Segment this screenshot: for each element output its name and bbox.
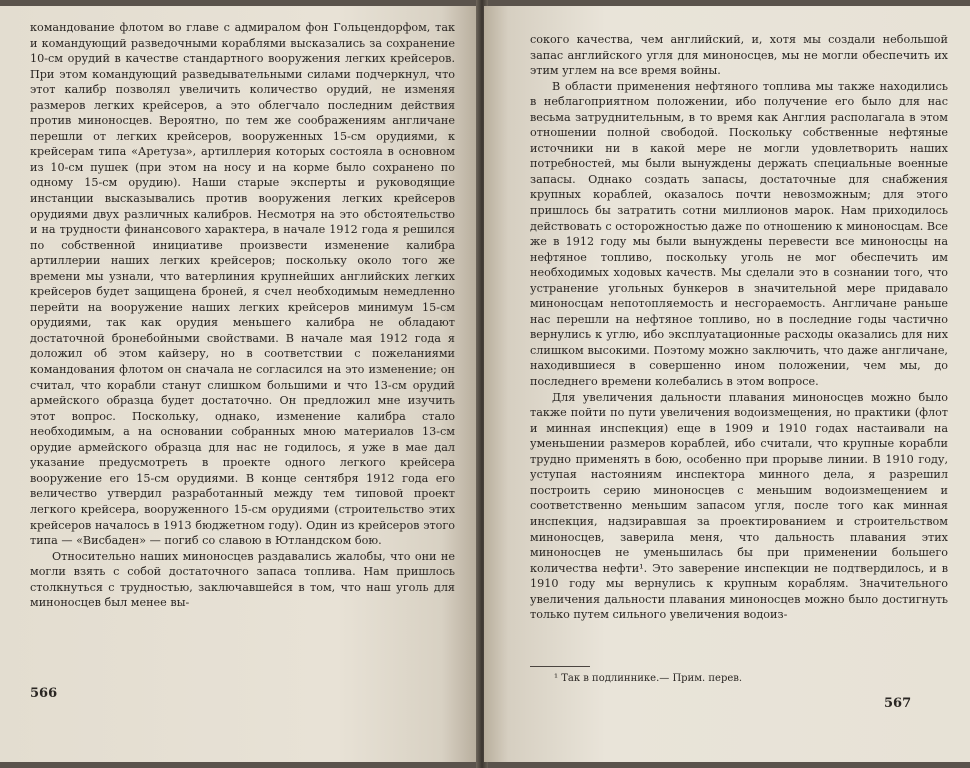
footnote-divider [530, 666, 590, 667]
footnote: ¹ Так в подлиннике.— Прим. перев. [554, 673, 743, 684]
right-paragraph-3: Для увеличения дальности плавания миноносцев можно было также пойти по пути увеличения водоизмещения, но практики (флот и минная инспекция) еще в 1909 и 1910 годах настаивали на уменьшении размеров кораблей, ибо считали, что крупные корабли трудно применять в бою, особенно при прорыве линии. В 1910 году, уступая настояниям инспектора минного дела, я разрешил построить серию миноносцев с меньшим водоизмещением и соответственно меньшим запасом угля, после того как минная инспекция, надзиравшая за проектированием и строительством миноносцев, заверила меня, что дальность плавания этих миноносцев не уменьшилась бы при применении большего количества нефти¹. Это заверение инспекции не подтвердилось, и в 1910 году мы вернулись к крупным кораблям. Значительного увеличения дальности плавания миноносцев можно было достигнуть только путем сильного увеличения водоиз- [530, 390, 948, 622]
right-paragraph-2: В области применения нефтяного топлива мы также находились в неблагоприятном положении, ибо получение его было для нас весьма затруднительным, в то время как Англия располагала в этом отношении полной свободой. Поскольку собственные нефтяные источники ни в какой мере не могли удовлетворить наших потребностей, мы были вынуждены держать специальные военные запасы. Однако создать запасы, достаточные для снабжения крупных кораблей, оказалось почти невозможным; для этого пришлось бы затратить сотни миллионов марок. Нам приходилось действовать с осторожностью даже по отношению к миноносцам. Все же в 1912 году мы были вынуждены перевести все миноносцы на нефтяное топливо, поскольку уголь не мог обеспечить им необходимых ходовых качеств. Мы сделали это в сознании того, что устранение угольных бункеров в значительной мере придавало миноносцам непотопляемость и несгораемость. Англичане раньше нас перешли на нефтяное топливо, но в последние годы частично вернулись к углю, ибо эксплуатационные расходы оказались для них слишком высокими. Поэтому можно заключить, что даже англичане, находившиеся в совершенно ином положении, чем мы, до последнего времени колебались в этом вопросе. [530, 79, 948, 389]
right-page-text [530, 32, 948, 623]
right-page [484, 6, 970, 762]
right-paragraph-1: сокого качества, чем английский, и, хотя мы создали небольшой запас английского угля для миноносцев, мы не могли обеспечить их этим углем на все время войны. [530, 33, 948, 78]
left-page-number: 566 [30, 686, 58, 701]
left-page [0, 6, 480, 762]
left-paragraph-1: командование флотом во главе с адмиралом фон Гольцендорфом, так и командующий разведочными кораблями высказались за сохранение 10-см орудий в качестве стандартного вооружения легких крейсеров. При этом командующий разведывательными силами подчеркнул, что этот калибр позволял увеличить количество орудий, не изменяя размеров легких крейсеров, а это облегчало последним действия против миноносцев. Вероятно, по тем же соображениям англичане перешли от легких крейсеров, вооруженных 15-см орудиями, к крейсерам типа «Аретуза», артиллерия которых состояла в основном из 10-см пушек (при этом на носу и на корме было сохранено по одному 15-см орудию). Наши старые эксперты и руководящие инстанции высказывались против вооружения легких крейсеров орудиями двух различных калибров. Несмотря на это обстоятельство и на трудности финансового характера, в начале 1912 года я решился по собственной инициативе произвести изменение калибра артиллерии наших легких крейсеров; поскольку около того же времени мы узнали, что ватерлиния крупнейших английских легких крейсеров будет защищена броней, я счел необходимым немедленно перейти на вооружение наших легких крейсеров минимум 15-см орудиями, так как орудия меньшего калибра не обладают достаточной бронебойными свойствами. В начале мая 1912 года я доложил об этом кайзеру, но в соответствии с пожеланиями командования флотом он сначала не согласился на это изменение; он считал, что корабли станут слишком большими и что 13-см орудий армейского образца будет достаточно. Он предложил мне изучить этот вопрос. Поскольку, однако, изменение калибра стало необходимым, а на основании собранных мною материалов 13-см орудие армейского образца для нас не годилось, я уже в мае дал указание предусмотреть в проекте одного легкого крейсера вооружение его 15-см орудиями. В конце сентября 1912 года его величество утвердил разработанный между тем типовой проект легкого крейсера, вооруженного 15-см орудиями (строительство этих крейсеров началось в 1913 бюджетном году). Один из крейсеров этого типа — «Висбаден» — погиб со славою в Ютландском бою. [30, 21, 455, 548]
left-paragraph-2: Относительно наших миноносцев раздавались жалобы, что они не могли взять с собой достаточного запаса топлива. Нам пришлось столкнуться с трудностью, заключавшейся в том, что наш уголь для миноносцев был менее вы- [30, 549, 455, 610]
right-page-number: 567 [884, 696, 912, 711]
left-page-text [30, 20, 455, 611]
